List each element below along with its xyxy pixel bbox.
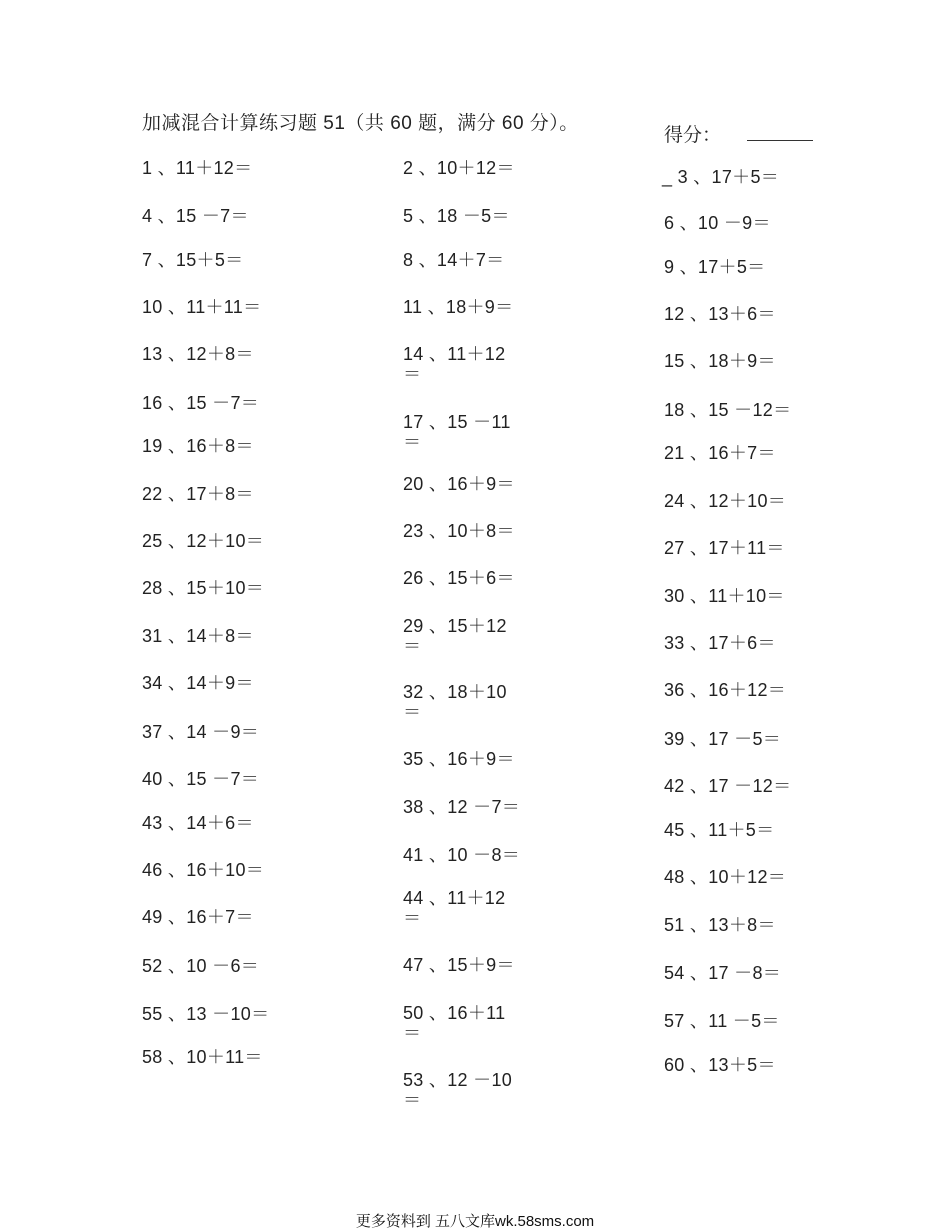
- problem-7: 7 、15＋5＝: [142, 250, 244, 270]
- footer-watermark: 更多资料到 五八文库wk.58sms.com: [355, 1213, 595, 1230]
- problem-50: 50 、16＋11 ＝: [403, 1003, 506, 1043]
- problem-53: 53 、12 －10 ＝: [403, 1070, 513, 1110]
- worksheet-title: 加减混合计算练习题 51（共 60 题，满分 60 分）。: [142, 113, 579, 134]
- problem-15: 15 、18＋9＝: [664, 351, 776, 371]
- problem-33: 33 、17＋6＝: [664, 633, 776, 653]
- problem-29: 29 、15＋12 ＝: [403, 616, 507, 656]
- problem-21: 21 、16＋7＝: [664, 443, 776, 463]
- problem-1: 1 、11＋12＝: [142, 158, 253, 178]
- problem-23: 23 、10＋8＝: [403, 521, 515, 541]
- problem-20: 20 、16＋9＝: [403, 474, 515, 494]
- problem-38: 38 、12 －7＝: [403, 797, 521, 817]
- problem-17: 17 、15 －11 ＝: [403, 412, 511, 452]
- problem-2: 2 、10＋12＝: [403, 158, 515, 178]
- problem-46: 46 、16＋10＝: [142, 860, 265, 880]
- problem-18: 18 、15 －12＝: [664, 400, 792, 420]
- problem-39: 39 、17 －5＝: [664, 729, 782, 749]
- problem-37: 37 、14 －9＝: [142, 722, 260, 742]
- problem-43: 43 、14＋6＝: [142, 813, 254, 833]
- problem-16: 16 、15 －7＝: [142, 393, 260, 413]
- score-field: [664, 120, 813, 147]
- problem-58: 58 、10＋11＝: [142, 1047, 263, 1067]
- problem-44: 44 、11＋12 ＝: [403, 888, 506, 928]
- problem-42: 42 、17 －12＝: [664, 776, 792, 796]
- problem-31: 31 、14＋8＝: [142, 626, 254, 646]
- problem-27: 27 、17＋11＝: [664, 538, 785, 558]
- problem-10: 10 、11＋11＝: [142, 297, 262, 317]
- problem-54: 54 、17 －8＝: [664, 963, 782, 983]
- problem-11: 11 、18＋9＝: [403, 297, 514, 317]
- problem-35: 35 、16＋9＝: [403, 749, 515, 769]
- problem-14: 14 、11＋12 ＝: [403, 344, 506, 384]
- problem-55: 55 、13 －10＝: [142, 1004, 270, 1024]
- problem-28: 28 、15＋10＝: [142, 578, 265, 598]
- problem-3: _ 3 、17＋5＝: [662, 167, 780, 187]
- problem-47: 47 、15＋9＝: [403, 955, 515, 975]
- problem-52: 52 、10 －6＝: [142, 956, 260, 976]
- problem-40: 40 、15 －7＝: [142, 769, 260, 789]
- score-label: 得分：: [664, 125, 722, 146]
- score-blank-line: [747, 122, 813, 141]
- problem-48: 48 、10＋12＝: [664, 867, 787, 887]
- problem-6: 6 、10 －9＝: [664, 213, 771, 233]
- problem-45: 45 、11＋5＝: [664, 820, 775, 840]
- problem-34: 34 、14＋9＝: [142, 673, 254, 693]
- problem-5: 5 、18 －5＝: [403, 206, 510, 226]
- problem-32: 32 、18＋10 ＝: [403, 682, 507, 722]
- problem-22: 22 、17＋8＝: [142, 484, 254, 504]
- problem-24: 24 、12＋10＝: [664, 491, 787, 511]
- problem-41: 41 、10 －8＝: [403, 845, 521, 865]
- problem-57: 57 、11 －5＝: [664, 1011, 780, 1031]
- problem-51: 51 、13＋8＝: [664, 915, 776, 935]
- problem-30: 30 、11＋10＝: [664, 586, 785, 606]
- problem-49: 49 、16＋7＝: [142, 907, 254, 927]
- problem-9: 9 、17＋5＝: [664, 257, 766, 277]
- problem-60: 60 、13＋5＝: [664, 1055, 776, 1075]
- problem-19: 19 、16＋8＝: [142, 436, 254, 456]
- problem-13: 13 、12＋8＝: [142, 344, 254, 364]
- problem-26: 26 、15＋6＝: [403, 568, 515, 588]
- problem-12: 12 、13＋6＝: [664, 304, 776, 324]
- problem-25: 25 、12＋10＝: [142, 531, 265, 551]
- problem-36: 36 、16＋12＝: [664, 680, 787, 700]
- problem-4: 4 、15 －7＝: [142, 206, 249, 226]
- problem-8: 8 、14＋7＝: [403, 250, 505, 270]
